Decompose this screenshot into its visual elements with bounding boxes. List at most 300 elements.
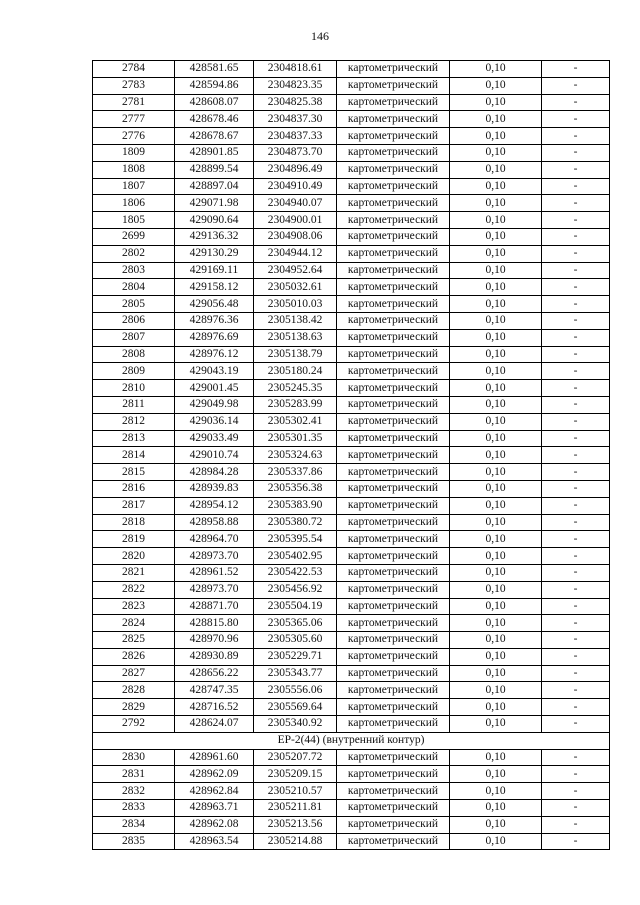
accuracy-cell: 0,10 <box>450 514 542 531</box>
method-cell: картометрический <box>337 178 450 195</box>
x-coordinate-cell: 428594.86 <box>175 77 254 94</box>
y-coordinate-cell: 2305456.92 <box>254 581 337 598</box>
note-cell: - <box>542 447 610 464</box>
x-coordinate-cell: 428815.80 <box>175 615 254 632</box>
y-coordinate-cell: 2304944.12 <box>254 245 337 262</box>
note-cell: - <box>542 195 610 212</box>
accuracy-cell: 0,10 <box>450 464 542 481</box>
method-cell: картометрический <box>337 61 450 78</box>
method-cell: картометрический <box>337 531 450 548</box>
y-coordinate-cell: 2305340.92 <box>254 716 337 733</box>
y-coordinate-cell: 2305214.88 <box>254 833 337 850</box>
table-row <box>93 531 610 548</box>
note-cell: - <box>542 94 610 111</box>
point-id-cell: 2833 <box>93 800 175 817</box>
x-coordinate-cell: 428961.52 <box>175 564 254 581</box>
section-header-row <box>93 732 610 749</box>
x-coordinate-cell: 428962.84 <box>175 783 254 800</box>
method-cell: картометрический <box>337 77 450 94</box>
method-cell: картометрический <box>337 615 450 632</box>
note-cell: - <box>542 430 610 447</box>
y-coordinate-cell: 2304825.38 <box>254 94 337 111</box>
y-coordinate-cell: 2305422.53 <box>254 564 337 581</box>
method-cell: картометрический <box>337 128 450 145</box>
note-cell: - <box>542 312 610 329</box>
x-coordinate-cell: 428964.70 <box>175 531 254 548</box>
table-row <box>93 783 610 800</box>
coordinates-table-body <box>93 61 610 850</box>
table-row <box>93 514 610 531</box>
table-row <box>93 363 610 380</box>
accuracy-cell: 0,10 <box>450 598 542 615</box>
note-cell: - <box>542 564 610 581</box>
accuracy-cell: 0,10 <box>450 682 542 699</box>
method-cell: картометрический <box>337 514 450 531</box>
note-cell: - <box>542 296 610 313</box>
x-coordinate-cell: 428747.35 <box>175 682 254 699</box>
note-cell: - <box>542 682 610 699</box>
x-coordinate-cell: 428961.60 <box>175 749 254 766</box>
method-cell: картометрический <box>337 430 450 447</box>
accuracy-cell: 0,10 <box>450 766 542 783</box>
y-coordinate-cell: 2305302.41 <box>254 413 337 430</box>
note-cell: - <box>542 615 610 632</box>
note-cell: - <box>542 178 610 195</box>
accuracy-cell: 0,10 <box>450 564 542 581</box>
accuracy-cell: 0,10 <box>450 783 542 800</box>
y-coordinate-cell: 2304908.06 <box>254 228 337 245</box>
accuracy-cell: 0,10 <box>450 228 542 245</box>
method-cell: картометрический <box>337 94 450 111</box>
method-cell: картометрический <box>337 228 450 245</box>
method-cell: картометрический <box>337 279 450 296</box>
note-cell: - <box>542 833 610 850</box>
table-row <box>93 598 610 615</box>
note-cell: - <box>542 396 610 413</box>
method-cell: картометрический <box>337 833 450 850</box>
method-cell: картометрический <box>337 464 450 481</box>
note-cell: - <box>542 699 610 716</box>
point-id-cell: 1807 <box>93 178 175 195</box>
note-cell: - <box>542 816 610 833</box>
y-coordinate-cell: 2304900.01 <box>254 212 337 229</box>
x-coordinate-cell: 429049.98 <box>175 396 254 413</box>
accuracy-cell: 0,10 <box>450 346 542 363</box>
accuracy-cell: 0,10 <box>450 497 542 514</box>
note-cell: - <box>542 783 610 800</box>
method-cell: картометрический <box>337 312 450 329</box>
accuracy-cell: 0,10 <box>450 329 542 346</box>
point-id-cell: 2831 <box>93 766 175 783</box>
method-cell: картометрический <box>337 648 450 665</box>
accuracy-cell: 0,10 <box>450 245 542 262</box>
table-row <box>93 581 610 598</box>
point-id-cell: 2699 <box>93 228 175 245</box>
table-row <box>93 396 610 413</box>
y-coordinate-cell: 2305283.99 <box>254 396 337 413</box>
point-id-cell: 1808 <box>93 161 175 178</box>
y-coordinate-cell: 2304837.33 <box>254 128 337 145</box>
method-cell: картометрический <box>337 212 450 229</box>
x-coordinate-cell: 428608.07 <box>175 94 254 111</box>
y-coordinate-cell: 2305356.38 <box>254 480 337 497</box>
method-cell: картометрический <box>337 346 450 363</box>
x-coordinate-cell: 428716.52 <box>175 699 254 716</box>
method-cell: картометрический <box>337 581 450 598</box>
note-cell: - <box>542 749 610 766</box>
note-cell: - <box>542 228 610 245</box>
y-coordinate-cell: 2305402.95 <box>254 548 337 565</box>
method-cell: картометрический <box>337 632 450 649</box>
y-coordinate-cell: 2304873.70 <box>254 144 337 161</box>
point-id-cell: 2829 <box>93 699 175 716</box>
method-cell: картометрический <box>337 682 450 699</box>
note-cell: - <box>542 632 610 649</box>
y-coordinate-cell: 2305383.90 <box>254 497 337 514</box>
table-row <box>93 195 610 212</box>
x-coordinate-cell: 429033.49 <box>175 430 254 447</box>
accuracy-cell: 0,10 <box>450 833 542 850</box>
table-row <box>93 816 610 833</box>
y-coordinate-cell: 2304818.61 <box>254 61 337 78</box>
accuracy-cell: 0,10 <box>450 413 542 430</box>
table-row <box>93 245 610 262</box>
note-cell: - <box>542 480 610 497</box>
point-id-cell: 2814 <box>93 447 175 464</box>
point-id-cell: 2813 <box>93 430 175 447</box>
note-cell: - <box>542 413 610 430</box>
method-cell: картометрический <box>337 111 450 128</box>
table-row <box>93 161 610 178</box>
x-coordinate-cell: 428970.96 <box>175 632 254 649</box>
x-coordinate-cell: 428954.12 <box>175 497 254 514</box>
method-cell: картометрический <box>337 497 450 514</box>
note-cell: - <box>542 464 610 481</box>
accuracy-cell: 0,10 <box>450 531 542 548</box>
method-cell: картометрический <box>337 447 450 464</box>
note-cell: - <box>542 531 610 548</box>
method-cell: картометрический <box>337 161 450 178</box>
x-coordinate-cell: 428976.69 <box>175 329 254 346</box>
point-id-cell: 2817 <box>93 497 175 514</box>
point-id-cell: 2828 <box>93 682 175 699</box>
point-id-cell: 2783 <box>93 77 175 94</box>
note-cell: - <box>542 262 610 279</box>
accuracy-cell: 0,10 <box>450 632 542 649</box>
table-row <box>93 262 610 279</box>
table-row <box>93 480 610 497</box>
x-coordinate-cell: 428899.54 <box>175 161 254 178</box>
accuracy-cell: 0,10 <box>450 430 542 447</box>
x-coordinate-cell: 429090.64 <box>175 212 254 229</box>
x-coordinate-cell: 428962.09 <box>175 766 254 783</box>
y-coordinate-cell: 2305138.63 <box>254 329 337 346</box>
y-coordinate-cell: 2305138.42 <box>254 312 337 329</box>
accuracy-cell: 0,10 <box>450 615 542 632</box>
y-coordinate-cell: 2304940.07 <box>254 195 337 212</box>
y-coordinate-cell: 2305032.61 <box>254 279 337 296</box>
y-coordinate-cell: 2305213.56 <box>254 816 337 833</box>
point-id-cell: 2832 <box>93 783 175 800</box>
coordinates-table <box>92 60 610 850</box>
table-row <box>93 111 610 128</box>
point-id-cell: 2824 <box>93 615 175 632</box>
point-id-cell: 2830 <box>93 749 175 766</box>
accuracy-cell: 0,10 <box>450 380 542 397</box>
accuracy-cell: 0,10 <box>450 94 542 111</box>
table-row <box>93 144 610 161</box>
point-id-cell: 2822 <box>93 581 175 598</box>
point-id-cell: 2834 <box>93 816 175 833</box>
accuracy-cell: 0,10 <box>450 128 542 145</box>
accuracy-cell: 0,10 <box>450 161 542 178</box>
note-cell: - <box>542 161 610 178</box>
note-cell: - <box>542 716 610 733</box>
y-coordinate-cell: 2305324.63 <box>254 447 337 464</box>
y-coordinate-cell: 2305138.79 <box>254 346 337 363</box>
x-coordinate-cell: 429056.48 <box>175 296 254 313</box>
table-row <box>93 430 610 447</box>
table-row <box>93 648 610 665</box>
y-coordinate-cell: 2305395.54 <box>254 531 337 548</box>
accuracy-cell: 0,10 <box>450 178 542 195</box>
note-cell: - <box>542 144 610 161</box>
table-row <box>93 464 610 481</box>
point-id-cell: 2820 <box>93 548 175 565</box>
y-coordinate-cell: 2305301.35 <box>254 430 337 447</box>
note-cell: - <box>542 548 610 565</box>
x-coordinate-cell: 428897.04 <box>175 178 254 195</box>
y-coordinate-cell: 2305210.57 <box>254 783 337 800</box>
method-cell: картометрический <box>337 783 450 800</box>
x-coordinate-cell: 429036.14 <box>175 413 254 430</box>
x-coordinate-cell: 429001.45 <box>175 380 254 397</box>
table-row <box>93 615 610 632</box>
point-id-cell: 2809 <box>93 363 175 380</box>
x-coordinate-cell: 429071.98 <box>175 195 254 212</box>
table-row <box>93 665 610 682</box>
x-coordinate-cell: 429010.74 <box>175 447 254 464</box>
y-coordinate-cell: 2305504.19 <box>254 598 337 615</box>
accuracy-cell: 0,10 <box>450 581 542 598</box>
table-row <box>93 716 610 733</box>
note-cell: - <box>542 800 610 817</box>
accuracy-cell: 0,10 <box>450 665 542 682</box>
point-id-cell: 2825 <box>93 632 175 649</box>
point-id-cell: 2777 <box>93 111 175 128</box>
x-coordinate-cell: 429169.11 <box>175 262 254 279</box>
method-cell: картометрический <box>337 144 450 161</box>
x-coordinate-cell: 428678.67 <box>175 128 254 145</box>
method-cell: картометрический <box>337 363 450 380</box>
x-coordinate-cell: 429158.12 <box>175 279 254 296</box>
x-coordinate-cell: 428984.28 <box>175 464 254 481</box>
accuracy-cell: 0,10 <box>450 262 542 279</box>
point-id-cell: 2819 <box>93 531 175 548</box>
note-cell: - <box>542 245 610 262</box>
point-id-cell: 1809 <box>93 144 175 161</box>
point-id-cell: 2818 <box>93 514 175 531</box>
point-id-cell: 2806 <box>93 312 175 329</box>
accuracy-cell: 0,10 <box>450 816 542 833</box>
table-row <box>93 380 610 397</box>
method-cell: картометрический <box>337 245 450 262</box>
note-cell: - <box>542 212 610 229</box>
accuracy-cell: 0,10 <box>450 716 542 733</box>
note-cell: - <box>542 346 610 363</box>
y-coordinate-cell: 2305343.77 <box>254 665 337 682</box>
table-row <box>93 61 610 78</box>
accuracy-cell: 0,10 <box>450 312 542 329</box>
y-coordinate-cell: 2305569.64 <box>254 699 337 716</box>
note-cell: - <box>542 61 610 78</box>
note-cell: - <box>542 514 610 531</box>
x-coordinate-cell: 428976.36 <box>175 312 254 329</box>
section-title: ЕР-2(44) (внутренний контур) <box>93 732 610 749</box>
x-coordinate-cell: 428930.89 <box>175 648 254 665</box>
y-coordinate-cell: 2305245.35 <box>254 380 337 397</box>
method-cell: картометрический <box>337 480 450 497</box>
accuracy-cell: 0,10 <box>450 363 542 380</box>
x-coordinate-cell: 428871.70 <box>175 598 254 615</box>
point-id-cell: 2816 <box>93 480 175 497</box>
note-cell: - <box>542 380 610 397</box>
table-row <box>93 94 610 111</box>
method-cell: картометрический <box>337 800 450 817</box>
accuracy-cell: 0,10 <box>450 800 542 817</box>
method-cell: картометрический <box>337 749 450 766</box>
note-cell: - <box>542 279 610 296</box>
point-id-cell: 2807 <box>93 329 175 346</box>
x-coordinate-cell: 429043.19 <box>175 363 254 380</box>
method-cell: картометрический <box>337 716 450 733</box>
note-cell: - <box>542 77 610 94</box>
method-cell: картометрический <box>337 564 450 581</box>
point-id-cell: 2803 <box>93 262 175 279</box>
note-cell: - <box>542 111 610 128</box>
point-id-cell: 1806 <box>93 195 175 212</box>
table-row <box>93 346 610 363</box>
table-row <box>93 447 610 464</box>
table-row <box>93 497 610 514</box>
y-coordinate-cell: 2304910.49 <box>254 178 337 195</box>
table-row <box>93 178 610 195</box>
point-id-cell: 2781 <box>93 94 175 111</box>
x-coordinate-cell: 428939.83 <box>175 480 254 497</box>
method-cell: картометрический <box>337 380 450 397</box>
note-cell: - <box>542 598 610 615</box>
accuracy-cell: 0,10 <box>450 77 542 94</box>
note-cell: - <box>542 363 610 380</box>
method-cell: картометрический <box>337 329 450 346</box>
table-row <box>93 312 610 329</box>
table-row <box>93 564 610 581</box>
table-row <box>93 766 610 783</box>
accuracy-cell: 0,10 <box>450 699 542 716</box>
point-id-cell: 2812 <box>93 413 175 430</box>
y-coordinate-cell: 2304896.49 <box>254 161 337 178</box>
point-id-cell: 2805 <box>93 296 175 313</box>
table-row <box>93 279 610 296</box>
method-cell: картометрический <box>337 548 450 565</box>
method-cell: картометрический <box>337 413 450 430</box>
y-coordinate-cell: 2305010.03 <box>254 296 337 313</box>
table-row <box>93 329 610 346</box>
x-coordinate-cell: 428973.70 <box>175 581 254 598</box>
y-coordinate-cell: 2305209.15 <box>254 766 337 783</box>
accuracy-cell: 0,10 <box>450 648 542 665</box>
table-row <box>93 77 610 94</box>
x-coordinate-cell: 429136.32 <box>175 228 254 245</box>
x-coordinate-cell: 428973.70 <box>175 548 254 565</box>
y-coordinate-cell: 2304952.64 <box>254 262 337 279</box>
method-cell: картометрический <box>337 195 450 212</box>
table-row <box>93 833 610 850</box>
point-id-cell: 1805 <box>93 212 175 229</box>
x-coordinate-cell: 428976.12 <box>175 346 254 363</box>
x-coordinate-cell: 428581.65 <box>175 61 254 78</box>
point-id-cell: 2802 <box>93 245 175 262</box>
table-row <box>93 682 610 699</box>
point-id-cell: 2826 <box>93 648 175 665</box>
accuracy-cell: 0,10 <box>450 212 542 229</box>
x-coordinate-cell: 428963.71 <box>175 800 254 817</box>
point-id-cell: 2827 <box>93 665 175 682</box>
y-coordinate-cell: 2305337.86 <box>254 464 337 481</box>
point-id-cell: 2815 <box>93 464 175 481</box>
table-row <box>93 413 610 430</box>
accuracy-cell: 0,10 <box>450 61 542 78</box>
table-row <box>93 296 610 313</box>
accuracy-cell: 0,10 <box>450 396 542 413</box>
y-coordinate-cell: 2305211.81 <box>254 800 337 817</box>
x-coordinate-cell: 428958.88 <box>175 514 254 531</box>
point-id-cell: 2810 <box>93 380 175 397</box>
point-id-cell: 2835 <box>93 833 175 850</box>
method-cell: картометрический <box>337 816 450 833</box>
y-coordinate-cell: 2305380.72 <box>254 514 337 531</box>
accuracy-cell: 0,10 <box>450 548 542 565</box>
y-coordinate-cell: 2305229.71 <box>254 648 337 665</box>
accuracy-cell: 0,10 <box>450 749 542 766</box>
x-coordinate-cell: 428624.07 <box>175 716 254 733</box>
point-id-cell: 2821 <box>93 564 175 581</box>
accuracy-cell: 0,10 <box>450 279 542 296</box>
accuracy-cell: 0,10 <box>450 144 542 161</box>
x-coordinate-cell: 428656.22 <box>175 665 254 682</box>
method-cell: картометрический <box>337 296 450 313</box>
method-cell: картометрический <box>337 665 450 682</box>
note-cell: - <box>542 128 610 145</box>
note-cell: - <box>542 497 610 514</box>
point-id-cell: 2823 <box>93 598 175 615</box>
note-cell: - <box>542 648 610 665</box>
table-row <box>93 699 610 716</box>
table-row <box>93 632 610 649</box>
accuracy-cell: 0,10 <box>450 195 542 212</box>
note-cell: - <box>542 766 610 783</box>
x-coordinate-cell: 428963.54 <box>175 833 254 850</box>
y-coordinate-cell: 2305207.72 <box>254 749 337 766</box>
table-row <box>93 228 610 245</box>
accuracy-cell: 0,10 <box>450 480 542 497</box>
method-cell: картометрический <box>337 396 450 413</box>
note-cell: - <box>542 665 610 682</box>
point-id-cell: 2784 <box>93 61 175 78</box>
method-cell: картометрический <box>337 699 450 716</box>
x-coordinate-cell: 428901.85 <box>175 144 254 161</box>
accuracy-cell: 0,10 <box>450 111 542 128</box>
